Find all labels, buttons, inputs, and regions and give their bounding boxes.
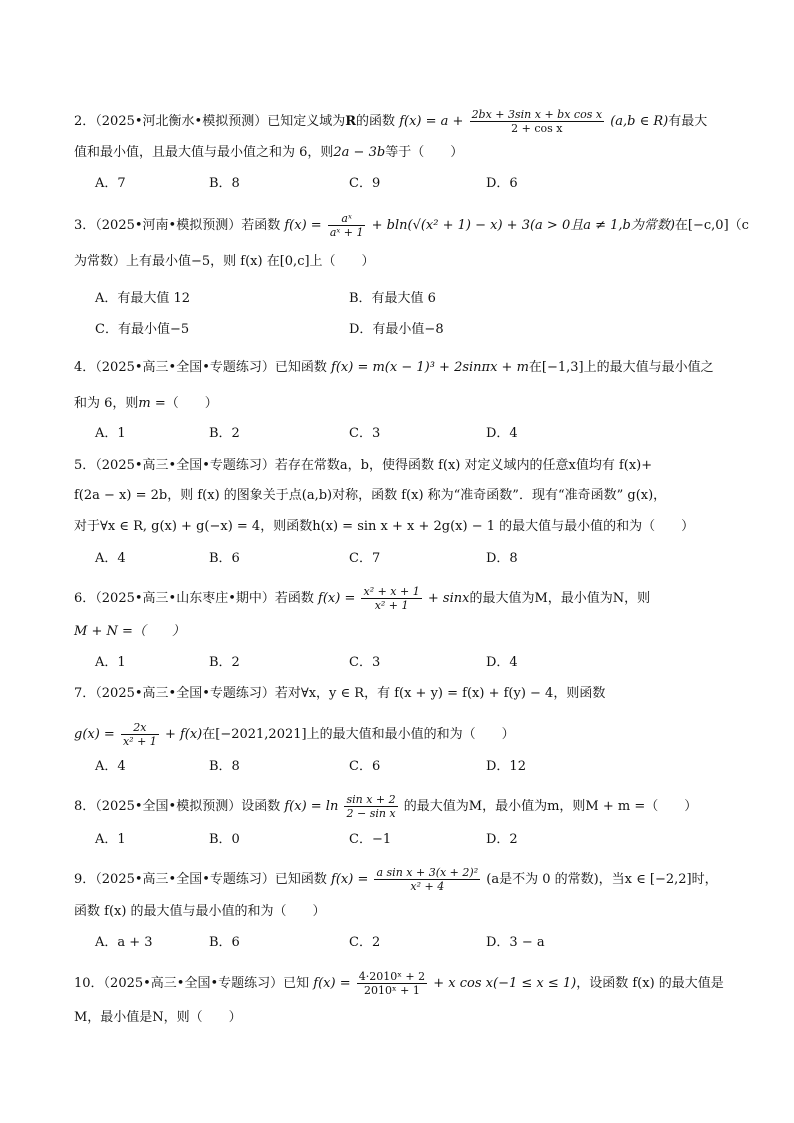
option-a: A．7: [95, 176, 126, 191]
fraction: $\frac{2x}{\text{x² + 1}}$: [122, 721, 157, 748]
option-d: D．12: [486, 759, 526, 774]
question-4-line-1: 4．（2025•高三•全国•专题练习）已知函数 f(x) = m(x − 1)³ + 2sinπx + m在[−1,3]上的最大值与最小值之: [74, 360, 714, 375]
question-6-line-2: M + N =（ ）: [74, 624, 185, 639]
option-d: D．3 − a: [486, 935, 545, 950]
question-8-options: [95, 830, 735, 850]
question-9-line-1: 9．（2025•高三•全国•专题练习）已知函数 f(x) = $\frac{\text{a sin x + 3(x + 2)²}}{\text{x² + 4}}$ (a是不为 0 的常数)，当x ∈ [−2,2]时，: [74, 866, 718, 893]
fraction: $\frac{\text{x² + x + 1}}{\text{x² + 1}}$: [363, 585, 420, 612]
option-a: A．a + 3: [95, 935, 153, 950]
question-2-options: [95, 174, 735, 194]
option-d: D．4: [486, 426, 518, 441]
option-c: C．7: [349, 551, 381, 566]
question-3-line-2: 为常数）上有最小值−5，则 f(x) 在[0,c]上（ ）: [74, 254, 375, 269]
question-5-options: [95, 549, 735, 569]
fraction: $\frac{\text{aˣ}}{\text{aˣ + 1}}$: [329, 212, 364, 239]
option-b: B．2: [209, 426, 240, 441]
option-a: A．1: [95, 832, 126, 847]
question-3-options-2: [95, 320, 735, 340]
option-a: A．1: [95, 655, 126, 670]
option-d: D．4: [486, 655, 518, 670]
question-6-options: [95, 653, 735, 673]
option-c: C．6: [349, 759, 381, 774]
question-7-line-1: 7．（2025•高三•全国•专题练习）若对∀x，y ∈ R，有 f(x + y) = f(x) + f(y) − 4，则函数: [74, 686, 606, 701]
question-3-options: [95, 289, 735, 309]
question-5-line-2: f(2a − x) = 2b，则 f(x) 的图象关于点(a,b)对称，函数 f(x) 称为“准奇函数”．现有“准奇函数” g(x)，: [74, 488, 667, 503]
fraction: $\frac{\text{2bx + 3sin x + bx cos x}}{\text{2 + cos x}}$: [471, 108, 603, 135]
option-d: D．8: [486, 551, 518, 566]
option-a: A．4: [95, 551, 126, 566]
option-b: B．0: [209, 832, 240, 847]
option-b: B．6: [209, 551, 240, 566]
option-c: C．3: [349, 655, 381, 670]
question-10-line-2: M，最小值是N，则（ ）: [74, 1010, 242, 1025]
fraction: $\frac{\text{sin x + 2}}{\text{2 − sin x}}$: [346, 793, 396, 820]
option-c: C．2: [349, 935, 381, 950]
question-4-line-2: 和为 6，则m =（ ）: [74, 396, 218, 411]
question-2-line-1: 2．（2025•河北衡水•模拟预测）已知定义域为R的函数 f(x) = a + $\frac{\text{2bx + 3sin x + bx cos x}}{\text{2 + cos x}}$ (a,b ∈ R)有最大: [74, 108, 708, 135]
question-2-line-2: 值和最小值，且最大值与最小值之和为 6，则2a − 3b等于（ ）: [74, 145, 464, 160]
question-10-line-1: 10．（2025•高三•全国•专题练习）已知 f(x) = $\frac{\text{4·2010ˣ + 2}}{\text{2010ˣ + 1}}$ + x cos x(−1 ≤ x ≤ 1)，设函数 f(x) 的最大值是: [74, 970, 724, 997]
question-9-options: [95, 933, 735, 953]
option-a: A．4: [95, 759, 126, 774]
fraction: $\frac{\text{4·2010ˣ + 2}}{\text{2010ˣ + 1}}$: [358, 970, 426, 997]
option-c: C．3: [349, 426, 381, 441]
option-d: D．6: [486, 176, 518, 191]
question-4-options: [95, 424, 735, 444]
option-c: C．9: [349, 176, 381, 191]
question-7-options: [95, 757, 735, 777]
question-6-line-1: 6．（2025•高三•山东枣庄•期中）若函数 f(x) = $\frac{\text{x² + x + 1}}{\text{x² + 1}}$ + sinx的最大值为M，最小值为N，则: [74, 585, 651, 612]
option-b: B．8: [209, 176, 240, 191]
question-3-line-1: 3．（2025•河南•模拟预测）若函数 f(x) = $\frac{\text{aˣ}}{\text{aˣ + 1}}$ + bln(√(x² + 1) − x) + 3(a > 0且a ≠ 1,b为常数)在[−c,0]（c: [74, 212, 749, 239]
question-5-line-1: 5．（2025•高三•全国•专题练习）若存在常数a，b，使得函数 f(x) 对定义域内的任意x值均有 f(x)+: [74, 458, 653, 473]
fraction: $\frac{\text{a sin x + 3(x + 2)²}}{\text{x² + 4}}$: [376, 866, 479, 893]
question-9-line-2: 函数 f(x) 的最大值与最小值的和为（ ）: [74, 904, 326, 919]
function-def: f(x) = a +: [399, 114, 464, 129]
option-b: B．6: [209, 935, 240, 950]
question-8-line-1: 8．（2025•全国•模拟预测）设函数 f(x) = ln $\frac{\text{sin x + 2}}{\text{2 − sin x}}$ 的最大值为M，最小值为m，则M + m =（ ）: [74, 793, 698, 820]
option-a: A．1: [95, 426, 126, 441]
option-d: D．有最小值−8: [349, 322, 444, 337]
question-5-line-3: 对于∀x ∈ R, g(x) + g(−x) = 4，则函数h(x) = sin x + x + 2g(x) − 1 的最大值与最小值的和为（ ）: [74, 519, 695, 534]
option-a: A．有最大值 12: [95, 291, 191, 306]
option-b: B．有最大值 6: [349, 291, 436, 306]
option-b: B．2: [209, 655, 240, 670]
option-c: C．−1: [349, 832, 392, 847]
option-b: B．8: [209, 759, 240, 774]
option-d: D．2: [486, 832, 518, 847]
option-c: C．有最小值−5: [95, 322, 190, 337]
question-7-line-2: g(x) = $\frac{2x}{\text{x² + 1}}$ + f(x)在[−2021,2021]上的最大值和最小值的和为（ ）: [74, 721, 515, 748]
